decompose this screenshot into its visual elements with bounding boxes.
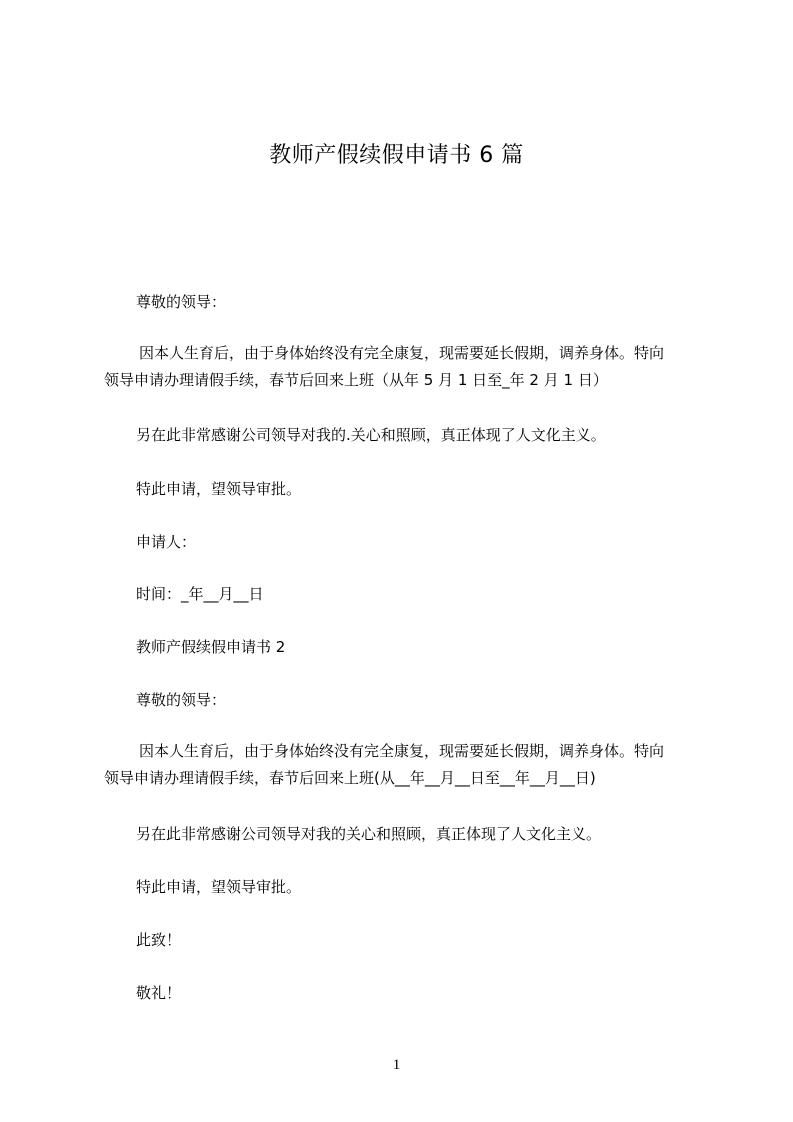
section1-thanks: 另在此非常感谢公司领导对我的.关心和照顾，真正体现了人文化主义。 xyxy=(136,426,606,444)
section2-regards-2: 敬礼！ xyxy=(136,984,182,1002)
section2-salutation: 尊敬的领导： xyxy=(136,691,227,709)
section1-request-line-2: 领导申请办理请假手续，春节后回来上班（从年 5 月 1 日至_年 2 月 1 日） xyxy=(104,371,608,389)
section2-heading: 教师产假续假申请书 2 xyxy=(136,638,286,656)
page-number: 1 xyxy=(392,1057,401,1073)
section1-salutation: 尊敬的领导： xyxy=(136,293,227,311)
section2-regards-1: 此致！ xyxy=(136,931,182,949)
section2-thanks: 另在此非常感谢公司领导对我的关心和照顾，真正体现了人文化主义。 xyxy=(136,825,602,843)
section2-request-line-2: 领导申请办理请假手续，春节后回来上班(从__年__月__日至__年__月__日) xyxy=(104,769,596,787)
section1-request-line-1: 因本人生育后，由于身体始终没有完全康复，现需要延长假期，调养身体。特向 xyxy=(139,344,665,362)
section2-request-paragraph xyxy=(104,738,704,792)
section2-closing-request: 特此申请，望领导审批。 xyxy=(136,878,302,896)
section1-date: 时间：_年__月__日 xyxy=(136,585,264,603)
section2-request-line-1: 因本人生育后，由于身体始终没有完全康复，现需要延长假期，调养身体。特向 xyxy=(139,742,665,760)
section1-applicant: 申请人： xyxy=(136,533,197,551)
section1-request-paragraph xyxy=(104,340,704,394)
document-title: 教师产假续假申请书 6 篇 xyxy=(269,143,524,168)
section1-closing-request: 特此申请，望领导审批。 xyxy=(136,480,302,498)
